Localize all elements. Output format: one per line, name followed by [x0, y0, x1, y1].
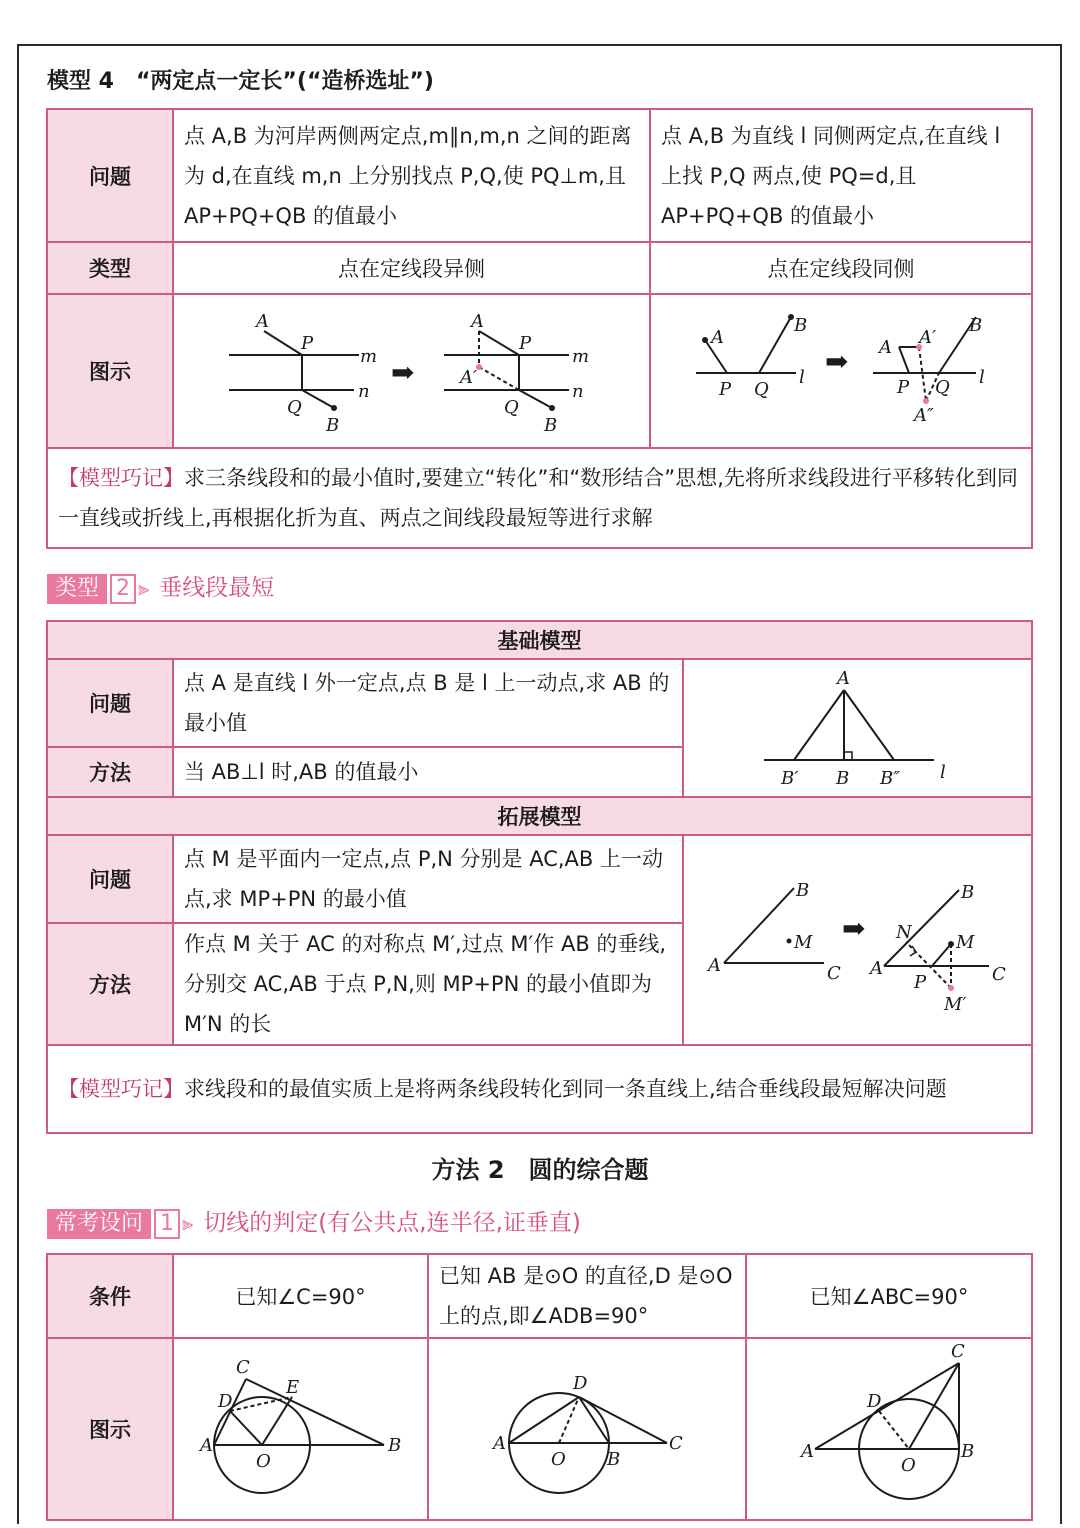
fig-label-B-double-prime: B″: [880, 768, 900, 789]
tangent-table: [46, 1253, 1033, 1521]
fig-label-A-right: A: [870, 958, 883, 979]
question-number: 1: [154, 1209, 180, 1239]
fig-label-M-prime: M′: [944, 994, 967, 1015]
fig-label-P-same2: P: [897, 377, 910, 398]
model4-title: 模型 4 “两定点一定长”(“造桥选址”): [47, 69, 434, 94]
fig-label-E: E: [286, 1377, 300, 1398]
question-badge: 常考设问: [47, 1209, 151, 1239]
fig-label-Q: Q: [287, 397, 302, 418]
basic-method: 当 AB⊥l 时,AB 的值最小: [173, 747, 683, 797]
fig-label-B: B: [836, 768, 850, 789]
row-label-condition: 条件: [47, 1254, 173, 1338]
fig-label-M-right: M: [956, 932, 975, 953]
fig-label-O: O: [256, 1451, 271, 1472]
fig-label-A: A: [200, 1435, 213, 1456]
chevron-right-icon: ⫸: [182, 1211, 194, 1235]
tip-text: 求线段和的最值实质上是将两条线段转化到同一条直线上,结合垂线段最短解决问题: [184, 1077, 947, 1101]
ext-figure: [683, 835, 1032, 1045]
basic-figure: [683, 659, 1032, 797]
fig-label-C: C: [827, 963, 841, 984]
fig-label-A-double-prime: A″: [914, 405, 934, 426]
arrow-icon: ➡: [825, 345, 849, 378]
fig-label-l: l: [940, 762, 946, 783]
fig-label-A-right: A: [471, 311, 484, 332]
extended-model-header: 拓展模型: [47, 797, 1032, 835]
question-title: 切线的判定(有公共点,连半径,证垂直): [203, 1210, 581, 1236]
condition-2: 已知 AB 是⊙O 的直径,D 是⊙O 上的点,即∠ADB=90°: [428, 1254, 746, 1338]
basic-problem: 点 A 是直线 l 外一定点,点 B 是 l 上一动点,求 AB 的最小值: [173, 659, 683, 747]
circle-figure-1-svg: [174, 1339, 424, 1515]
fig-label-B-prime: B′: [781, 768, 799, 789]
fig-label-M: M: [794, 932, 813, 953]
fig-label-A-same: A: [711, 327, 724, 348]
model4-table: [46, 108, 1033, 549]
fig-label-B-same: B: [794, 315, 808, 336]
fig-label-n-right: n: [572, 381, 584, 402]
condition-3: 已知∠ABC=90°: [746, 1254, 1032, 1338]
reflection-figure-svg: [684, 838, 1029, 1038]
fig-label-O: O: [901, 1455, 916, 1476]
fig-label-P-right: P: [519, 333, 532, 354]
question1-heading: [47, 1204, 581, 1234]
fig-label-C: C: [669, 1433, 683, 1454]
fig-label-m: m: [360, 346, 378, 367]
fig-label-D: D: [867, 1391, 882, 1412]
fig-label-Q-same2: Q: [935, 377, 950, 398]
fig-label-B: B: [607, 1449, 621, 1470]
type2-tip: [47, 1045, 1032, 1133]
fig-label-P: P: [914, 972, 927, 993]
fig-label-P-same: P: [719, 379, 732, 400]
type-right: 点在定线段同侧: [650, 242, 1032, 294]
fig-label-l-same: l: [799, 367, 805, 388]
problem-right: 点 A,B 为直线 l 同侧两定点,在直线 l 上找 P,Q 两点,使 PQ=d,且 AP+PQ+QB 的值最小: [650, 109, 1032, 242]
type2-heading: [47, 569, 274, 599]
figure-same-side: [650, 294, 1032, 448]
arrow-icon: ➡: [842, 912, 866, 945]
fig-label-A-prime: A′: [460, 367, 478, 388]
fig-label-m-right: m: [572, 346, 590, 367]
fig-label-Q-same: Q: [754, 379, 769, 400]
fig-label-B: B: [796, 880, 810, 901]
row-label-problem: 问题: [47, 109, 173, 242]
tangent-figure-2: [428, 1338, 746, 1520]
type2-table: [46, 620, 1033, 1134]
row-label-method: 方法: [47, 923, 173, 1045]
circle-figure-3-svg: [747, 1339, 1029, 1515]
model4-tip: [47, 448, 1032, 548]
row-label-figure: 图示: [47, 1338, 173, 1520]
ext-method: 作点 M 关于 AC 的对称点 M′,过点 M′作 AB 的垂线,分别交 AC,AB 于点 P,N,则 MP+PN 的最小值即为 M′N 的长: [173, 923, 683, 1045]
fig-label-B-right: B: [961, 882, 975, 903]
type-number: 2: [110, 574, 136, 604]
perpendicular-figure-svg: [684, 660, 1029, 792]
fig-label-l-same2: l: [979, 367, 985, 388]
tip-tag: 【模型巧记】: [58, 1077, 184, 1101]
row-label-problem: 问题: [47, 835, 173, 923]
tangent-figure-1: [173, 1338, 428, 1520]
fig-label-n: n: [358, 381, 370, 402]
circle-figure-2-svg: [429, 1339, 743, 1515]
ext-problem: 点 M 是平面内一定点,点 P,N 分别是 AC,AB 上一动点,求 MP+PN 的最小值: [173, 835, 683, 923]
fig-label-A: A: [708, 955, 721, 976]
fig-label-N: N: [896, 922, 912, 943]
problem-left: 点 A,B 为河岸两侧两定点,m∥n,m,n 之间的距离为 d,在直线 m,n 上分别找点 P,Q,使 PQ⊥m,且 AP+PQ+QB 的值最小: [173, 109, 650, 242]
tip-tag: 【模型巧记】: [58, 466, 184, 490]
same-side-figure-svg: [651, 295, 1029, 443]
arrow-icon: ➡: [391, 356, 415, 389]
fig-label-A: A: [837, 668, 850, 689]
fig-label-B: B: [326, 415, 340, 436]
row-label-type: 类型: [47, 242, 173, 294]
fig-label-O: O: [551, 1449, 566, 1470]
fig-label-B: B: [388, 1435, 402, 1456]
fig-label-A-prime-same: A′: [919, 327, 937, 348]
tip-text: 求三条线段和的最小值时,要建立“转化”和“数形结合”思想,先将所求线段进行平移转化到同一直线或折线上,再根据化折为直、两点之间线段最短等进行求解: [58, 466, 1018, 530]
type-badge: 类型: [47, 574, 107, 604]
tangent-figure-3: [746, 1338, 1032, 1520]
fig-label-B: B: [961, 1441, 975, 1462]
chevron-right-icon: ⫸: [138, 576, 150, 600]
fig-label-A-same2: A: [879, 337, 892, 358]
bridge-figure-svg: [174, 295, 644, 443]
fig-label-D: D: [573, 1373, 588, 1394]
fig-label-Q-right: Q: [504, 397, 519, 418]
fig-label-A: A: [801, 1441, 814, 1462]
fig-label-C-right: C: [992, 964, 1006, 985]
type-left: 点在定线段异侧: [173, 242, 650, 294]
fig-label-A: A: [493, 1433, 506, 1454]
method2-heading: 方法 2 圆的综合题: [431, 1156, 649, 1184]
fig-label-A: A: [256, 311, 269, 332]
fig-label-P: P: [301, 333, 314, 354]
condition-1: 已知∠C=90°: [173, 1254, 428, 1338]
fig-label-C: C: [951, 1341, 965, 1362]
fig-label-D: D: [218, 1391, 233, 1412]
basic-model-header: 基础模型: [47, 621, 1032, 659]
fig-label-C: C: [236, 1357, 250, 1378]
fig-label-B-right: B: [544, 415, 558, 436]
type-title: 垂线段最短: [159, 575, 275, 601]
fig-label-B-same2: B: [969, 315, 983, 336]
row-label-method: 方法: [47, 747, 173, 797]
row-label-problem: 问题: [47, 659, 173, 747]
figure-opposite-sides: [173, 294, 650, 448]
row-label-figure: 图示: [47, 294, 173, 448]
